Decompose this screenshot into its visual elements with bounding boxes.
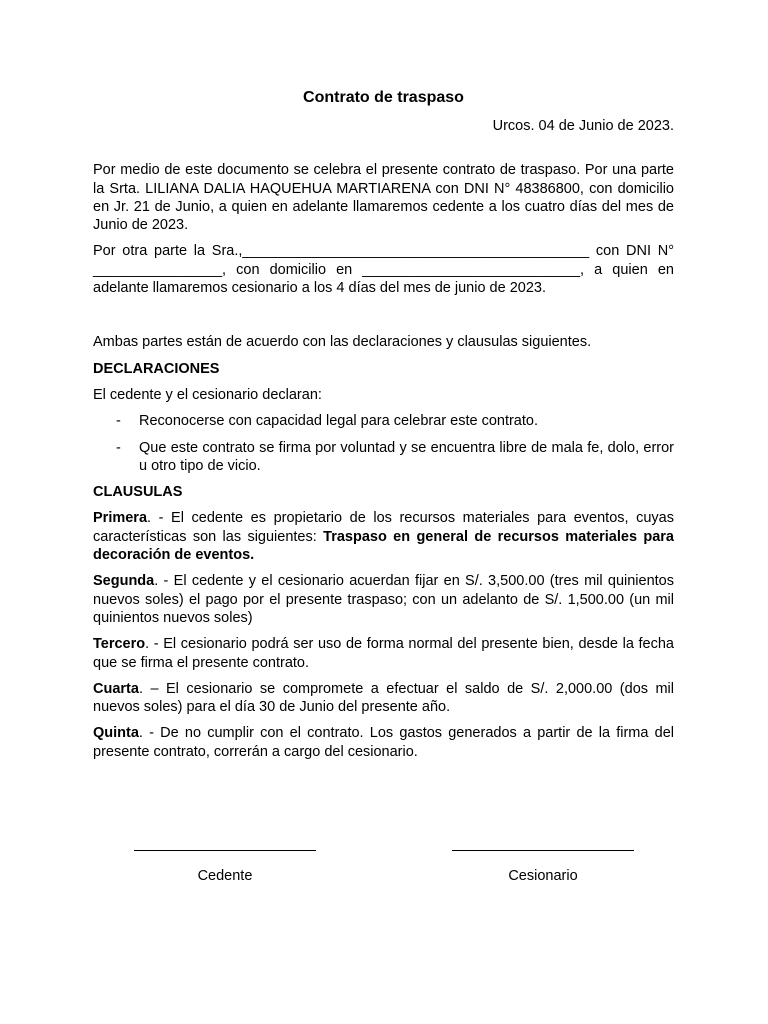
clause-name: Cuarta	[93, 680, 139, 697]
cesionario-paragraph: Por otra parte la Sra.,___________________________________________ con DNI N° ________________, con domicilio en ___________________________, a quien en adelante llamaremos cesionario a los 4 días del mes de junio de 2023.	[93, 243, 674, 297]
declaracion-text: Que este contrato se firma por voluntad y se encuentra libre de mala fe, dolo, error u otro tipo de vicio.	[139, 439, 674, 474]
clause-text: . - El cedente es propietario de los recursos materiales para eventos, cuyas características son las siguientes:	[93, 510, 674, 545]
clause-name: Tercero	[93, 636, 146, 653]
clause-primera	[93, 509, 674, 564]
declaracion-text: Reconocerse con capacidad legal para celebrar este contrato.	[139, 413, 538, 430]
clause-name: Quinta	[93, 725, 139, 742]
signature-line	[452, 850, 634, 851]
clause-text: . - El cedente y el cesionario acuerdan fijar en S/. 3,500.00 (tres mil quinientos nuevos soles) el pago por el presente traspaso; con un adelanto de S/. 1,500.00 (un mil quinientos nuevos soles)	[93, 573, 674, 626]
signature-line	[134, 850, 316, 851]
clause-name: Primera	[93, 510, 148, 527]
clause-text: . – El cesionario se compromete a efectuar el saldo de S/. 2,000.00 (dos mil nuevos soles) para el día 30 de Junio del presente año.	[93, 680, 674, 716]
clause-text: . - El cesionario podrá ser uso de forma normal del presente bien, desde la fecha que se firma el presente contrato.	[93, 636, 674, 671]
clause-cuarta	[93, 680, 674, 717]
list-item	[93, 439, 674, 476]
document-title: Contrato de traspaso	[303, 89, 464, 106]
signature-label: Cedente	[197, 868, 253, 884]
signature-cesionario	[452, 842, 634, 884]
clause-quinta	[93, 724, 674, 761]
list-item	[93, 412, 674, 430]
clause-bold-text: Traspaso en general de recursos materiales para decoración de eventos.	[93, 528, 674, 564]
declaraciones-list	[93, 412, 674, 475]
clause-name: Segunda	[93, 573, 155, 590]
signature-label: Cesionario	[508, 868, 578, 884]
dash-bullet: -	[116, 413, 121, 430]
agreement-paragraph: Ambas partes están de acuerdo con las declaraciones y clausulas siguientes.	[93, 334, 592, 351]
clause-segunda	[93, 572, 674, 627]
clausulas-heading: CLAUSULAS	[93, 484, 183, 501]
signature-cedente	[134, 842, 316, 884]
document-date: Urcos. 04 de Junio de 2023.	[492, 118, 674, 134]
intro-paragraph: Por medio de este documento se celebra el presente contrato de traspaso. Por una parte la Srta. LILIANA DALIA HAQUEHUA MARTIARENA con DNI N° 48386800, con domicilio en Jr. 21 de Junio, a quien en adelante llamaremos cedente a los cuatro días del mes de Junio de 2023.	[93, 162, 674, 234]
clause-tercero	[93, 635, 674, 672]
document-body	[93, 88, 674, 761]
dash-bullet: -	[116, 439, 121, 456]
clause-text: . - De no cumplir con el contrato. Los gastos generados a partir de la firma del presente contrato, correrán a cargo del cesionario.	[93, 725, 674, 760]
declaran-paragraph: El cedente y el cesionario declaran:	[93, 386, 322, 403]
signature-area	[93, 842, 674, 902]
declaraciones-heading: DECLARACIONES	[93, 360, 220, 377]
